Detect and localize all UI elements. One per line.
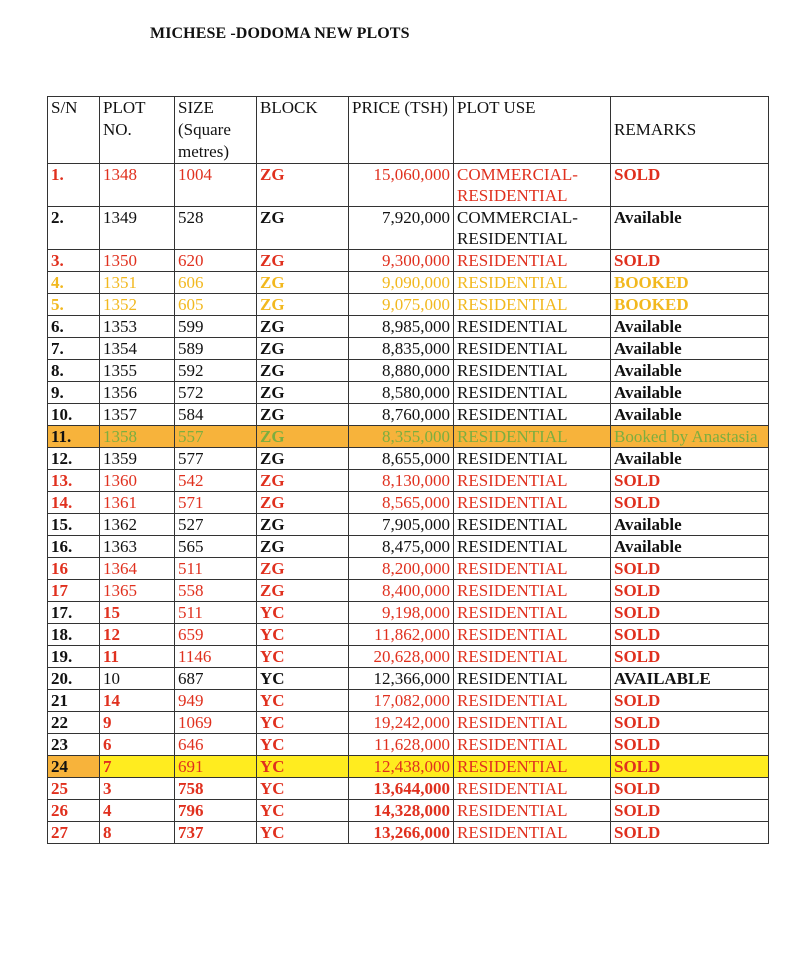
cell-plot-use: RESIDENTIAL: [454, 690, 611, 712]
header-block: BLOCK: [257, 97, 349, 164]
cell-sn: 23: [48, 734, 100, 756]
cell-sn: 15.: [48, 514, 100, 536]
table-row: [48, 448, 769, 470]
table-row: [48, 734, 769, 756]
cell-price: 11,862,000: [349, 624, 454, 646]
cell-remarks: SOLD: [611, 822, 769, 844]
cell-sn: 26: [48, 800, 100, 822]
cell-plot-no: 1360: [100, 470, 175, 492]
cell-plot-no: 1361: [100, 492, 175, 514]
cell-plot-use: RESIDENTIAL: [454, 800, 611, 822]
table-row: [48, 778, 769, 800]
cell-plot-no: 8: [100, 822, 175, 844]
cell-block: ZG: [257, 164, 349, 207]
cell-plot-no: 1358: [100, 426, 175, 448]
cell-block: YC: [257, 624, 349, 646]
cell-plot-no: 1352: [100, 294, 175, 316]
cell-remarks: Available: [611, 316, 769, 338]
cell-plot-no: 14: [100, 690, 175, 712]
cell-plot-use: COMMERCIAL-RESIDENTIAL: [454, 164, 611, 207]
cell-plot-use: RESIDENTIAL: [454, 470, 611, 492]
cell-plot-no: 15: [100, 602, 175, 624]
cell-price: 8,200,000: [349, 558, 454, 580]
cell-size: 1004: [175, 164, 257, 207]
cell-price: 9,090,000: [349, 272, 454, 294]
cell-size: 1146: [175, 646, 257, 668]
cell-plot-use: RESIDENTIAL: [454, 602, 611, 624]
cell-plot-no: 1364: [100, 558, 175, 580]
cell-plot-use: RESIDENTIAL: [454, 668, 611, 690]
cell-remarks: AVAILABLE: [611, 668, 769, 690]
table-row: [48, 800, 769, 822]
cell-block: YC: [257, 668, 349, 690]
cell-plot-no: 1365: [100, 580, 175, 602]
cell-price: 8,985,000: [349, 316, 454, 338]
table-row: [48, 404, 769, 426]
cell-block: ZG: [257, 294, 349, 316]
cell-plot-use: RESIDENTIAL: [454, 712, 611, 734]
cell-size: 659: [175, 624, 257, 646]
cell-size: 584: [175, 404, 257, 426]
cell-sn: 18.: [48, 624, 100, 646]
cell-price: 13,644,000: [349, 778, 454, 800]
cell-sn: 6.: [48, 316, 100, 338]
cell-block: YC: [257, 800, 349, 822]
cell-size: 737: [175, 822, 257, 844]
cell-plot-no: 1354: [100, 338, 175, 360]
cell-size: 511: [175, 558, 257, 580]
cell-remarks: Available: [611, 536, 769, 558]
cell-plot-use: RESIDENTIAL: [454, 250, 611, 272]
document-title: MICHESE -DODOMA NEW PLOTS: [150, 25, 410, 42]
cell-size: 605: [175, 294, 257, 316]
header-remarks-label: REMARKS: [614, 120, 697, 139]
cell-plot-no: 1349: [100, 207, 175, 250]
header-price: PRICE (TSH): [349, 97, 454, 164]
cell-sn: 22: [48, 712, 100, 734]
cell-block: YC: [257, 778, 349, 800]
cell-sn: 21: [48, 690, 100, 712]
cell-plot-use: RESIDENTIAL: [454, 558, 611, 580]
cell-remarks: SOLD: [611, 164, 769, 207]
cell-plot-no: 10: [100, 668, 175, 690]
header-remarks: [611, 97, 769, 164]
cell-sn: 10.: [48, 404, 100, 426]
cell-price: 7,905,000: [349, 514, 454, 536]
cell-block: YC: [257, 822, 349, 844]
cell-plot-no: 1351: [100, 272, 175, 294]
cell-block: ZG: [257, 426, 349, 448]
table-row: [48, 294, 769, 316]
table-row: [48, 360, 769, 382]
cell-price: 7,920,000: [349, 207, 454, 250]
cell-plot-use: RESIDENTIAL: [454, 426, 611, 448]
cell-size: 589: [175, 338, 257, 360]
cell-remarks: SOLD: [611, 690, 769, 712]
cell-price: 20,628,000: [349, 646, 454, 668]
cell-sn: 12.: [48, 448, 100, 470]
cell-remarks: SOLD: [611, 734, 769, 756]
cell-size: 511: [175, 602, 257, 624]
table-row: [48, 646, 769, 668]
table-row: [48, 207, 769, 250]
table-row: [48, 492, 769, 514]
cell-size: 599: [175, 316, 257, 338]
cell-sn: 5.: [48, 294, 100, 316]
cell-size: 620: [175, 250, 257, 272]
cell-size: 565: [175, 536, 257, 558]
cell-price: 12,438,000: [349, 756, 454, 778]
cell-plot-use: RESIDENTIAL: [454, 448, 611, 470]
cell-plot-no: 4: [100, 800, 175, 822]
cell-remarks: Available: [611, 360, 769, 382]
cell-block: ZG: [257, 404, 349, 426]
cell-remarks: Available: [611, 404, 769, 426]
plots-table-body: [48, 164, 769, 844]
cell-remarks: Available: [611, 207, 769, 250]
table-row: [48, 470, 769, 492]
cell-price: 17,082,000: [349, 690, 454, 712]
cell-remarks: Available: [611, 448, 769, 470]
cell-plot-use: RESIDENTIAL: [454, 294, 611, 316]
cell-remarks: Available: [611, 338, 769, 360]
plots-table: [47, 96, 769, 844]
table-row: [48, 690, 769, 712]
table-row: [48, 712, 769, 734]
cell-price: 8,130,000: [349, 470, 454, 492]
cell-plot-use: RESIDENTIAL: [454, 778, 611, 800]
cell-block: ZG: [257, 360, 349, 382]
cell-plot-use: RESIDENTIAL: [454, 316, 611, 338]
cell-block: ZG: [257, 272, 349, 294]
cell-plot-no: 1362: [100, 514, 175, 536]
cell-sn: 17.: [48, 602, 100, 624]
cell-sn: 19.: [48, 646, 100, 668]
cell-plot-use: RESIDENTIAL: [454, 492, 611, 514]
table-row: [48, 602, 769, 624]
cell-block: ZG: [257, 580, 349, 602]
cell-plot-use: RESIDENTIAL: [454, 360, 611, 382]
cell-plot-no: 1356: [100, 382, 175, 404]
cell-remarks: SOLD: [611, 778, 769, 800]
cell-sn: 14.: [48, 492, 100, 514]
cell-plot-no: 1348: [100, 164, 175, 207]
cell-plot-no: 1353: [100, 316, 175, 338]
table-row: [48, 580, 769, 602]
cell-sn: 20.: [48, 668, 100, 690]
table-row: [48, 822, 769, 844]
cell-size: 687: [175, 668, 257, 690]
cell-price: 9,300,000: [349, 250, 454, 272]
cell-plot-no: 3: [100, 778, 175, 800]
table-row: [48, 624, 769, 646]
cell-block: ZG: [257, 536, 349, 558]
cell-remarks: Booked by Anastasia: [611, 426, 769, 448]
cell-size: 691: [175, 756, 257, 778]
cell-plot-use: RESIDENTIAL: [454, 404, 611, 426]
cell-sn: 16.: [48, 536, 100, 558]
cell-sn: 2.: [48, 207, 100, 250]
cell-price: 8,580,000: [349, 382, 454, 404]
cell-size: 949: [175, 690, 257, 712]
table-row: [48, 382, 769, 404]
cell-price: 15,060,000: [349, 164, 454, 207]
cell-size: 1069: [175, 712, 257, 734]
cell-sn: 1.: [48, 164, 100, 207]
cell-block: ZG: [257, 470, 349, 492]
cell-block: ZG: [257, 316, 349, 338]
cell-remarks: SOLD: [611, 624, 769, 646]
table-row: [48, 756, 769, 778]
cell-size: 542: [175, 470, 257, 492]
cell-remarks: SOLD: [611, 470, 769, 492]
cell-remarks: SOLD: [611, 602, 769, 624]
cell-sn: 3.: [48, 250, 100, 272]
cell-plot-use: RESIDENTIAL: [454, 646, 611, 668]
cell-price: 8,475,000: [349, 536, 454, 558]
cell-block: ZG: [257, 382, 349, 404]
table-row: [48, 558, 769, 580]
cell-remarks: SOLD: [611, 580, 769, 602]
cell-remarks: SOLD: [611, 558, 769, 580]
cell-price: 9,075,000: [349, 294, 454, 316]
cell-sn: 8.: [48, 360, 100, 382]
cell-plot-use: RESIDENTIAL: [454, 272, 611, 294]
cell-plot-use: RESIDENTIAL: [454, 338, 611, 360]
cell-remarks: Available: [611, 382, 769, 404]
cell-price: 13,266,000: [349, 822, 454, 844]
header-size: SIZE (Square metres): [175, 97, 257, 164]
cell-block: ZG: [257, 338, 349, 360]
cell-remarks: BOOKED: [611, 272, 769, 294]
cell-plot-no: 7: [100, 756, 175, 778]
cell-block: YC: [257, 734, 349, 756]
header-sn: S/N: [48, 97, 100, 164]
table-row: [48, 514, 769, 536]
cell-plot-use: RESIDENTIAL: [454, 514, 611, 536]
cell-price: 8,760,000: [349, 404, 454, 426]
cell-size: 796: [175, 800, 257, 822]
cell-sn: 16: [48, 558, 100, 580]
cell-price: 8,655,000: [349, 448, 454, 470]
cell-price: 14,328,000: [349, 800, 454, 822]
header-plot-no: PLOT NO.: [100, 97, 175, 164]
cell-size: 646: [175, 734, 257, 756]
cell-block: YC: [257, 756, 349, 778]
cell-plot-use: RESIDENTIAL: [454, 624, 611, 646]
cell-remarks: SOLD: [611, 250, 769, 272]
cell-block: ZG: [257, 492, 349, 514]
cell-block: YC: [257, 690, 349, 712]
cell-plot-no: 1350: [100, 250, 175, 272]
cell-plot-use: COMMERCIAL-RESIDENTIAL: [454, 207, 611, 250]
cell-size: 557: [175, 426, 257, 448]
cell-remarks: Available: [611, 514, 769, 536]
table-row: [48, 536, 769, 558]
table-row: [48, 272, 769, 294]
cell-remarks: SOLD: [611, 492, 769, 514]
cell-plot-no: 1355: [100, 360, 175, 382]
cell-sn: 13.: [48, 470, 100, 492]
cell-sn: 7.: [48, 338, 100, 360]
cell-sn: 9.: [48, 382, 100, 404]
cell-plot-no: 12: [100, 624, 175, 646]
cell-size: 606: [175, 272, 257, 294]
cell-price: 8,355,000: [349, 426, 454, 448]
cell-sn: 27: [48, 822, 100, 844]
cell-remarks: BOOKED: [611, 294, 769, 316]
cell-price: 8,880,000: [349, 360, 454, 382]
cell-block: ZG: [257, 207, 349, 250]
cell-block: ZG: [257, 250, 349, 272]
cell-remarks: SOLD: [611, 646, 769, 668]
cell-price: 8,400,000: [349, 580, 454, 602]
cell-sn: 25: [48, 778, 100, 800]
table-row: [48, 250, 769, 272]
cell-plot-use: RESIDENTIAL: [454, 536, 611, 558]
cell-remarks: SOLD: [611, 800, 769, 822]
cell-size: 527: [175, 514, 257, 536]
cell-plot-no: 1359: [100, 448, 175, 470]
header-plot-use: PLOT USE: [454, 97, 611, 164]
table-row: [48, 426, 769, 448]
cell-size: 571: [175, 492, 257, 514]
cell-plot-no: 9: [100, 712, 175, 734]
cell-block: ZG: [257, 514, 349, 536]
cell-plot-use: RESIDENTIAL: [454, 756, 611, 778]
cell-remarks: SOLD: [611, 756, 769, 778]
cell-plot-no: 1363: [100, 536, 175, 558]
cell-remarks: SOLD: [611, 712, 769, 734]
cell-size: 528: [175, 207, 257, 250]
cell-plot-use: RESIDENTIAL: [454, 822, 611, 844]
cell-price: 8,565,000: [349, 492, 454, 514]
cell-block: ZG: [257, 558, 349, 580]
cell-block: ZG: [257, 448, 349, 470]
cell-sn: 24: [48, 756, 100, 778]
cell-block: YC: [257, 646, 349, 668]
cell-plot-use: RESIDENTIAL: [454, 580, 611, 602]
cell-plot-no: 11: [100, 646, 175, 668]
cell-price: 8,835,000: [349, 338, 454, 360]
table-header-row: [48, 97, 769, 164]
cell-price: 9,198,000: [349, 602, 454, 624]
cell-sn: 17: [48, 580, 100, 602]
table-row: [48, 668, 769, 690]
cell-block: YC: [257, 602, 349, 624]
cell-plot-no: 6: [100, 734, 175, 756]
cell-size: 572: [175, 382, 257, 404]
cell-size: 758: [175, 778, 257, 800]
cell-price: 11,628,000: [349, 734, 454, 756]
cell-sn: 11.: [48, 426, 100, 448]
cell-plot-use: RESIDENTIAL: [454, 734, 611, 756]
table-row: [48, 338, 769, 360]
cell-size: 592: [175, 360, 257, 382]
table-row: [48, 316, 769, 338]
cell-block: YC: [257, 712, 349, 734]
cell-size: 577: [175, 448, 257, 470]
cell-plot-no: 1357: [100, 404, 175, 426]
cell-sn: 4.: [48, 272, 100, 294]
cell-plot-use: RESIDENTIAL: [454, 382, 611, 404]
table-row: [48, 164, 769, 207]
cell-price: 12,366,000: [349, 668, 454, 690]
cell-price: 19,242,000: [349, 712, 454, 734]
cell-size: 558: [175, 580, 257, 602]
